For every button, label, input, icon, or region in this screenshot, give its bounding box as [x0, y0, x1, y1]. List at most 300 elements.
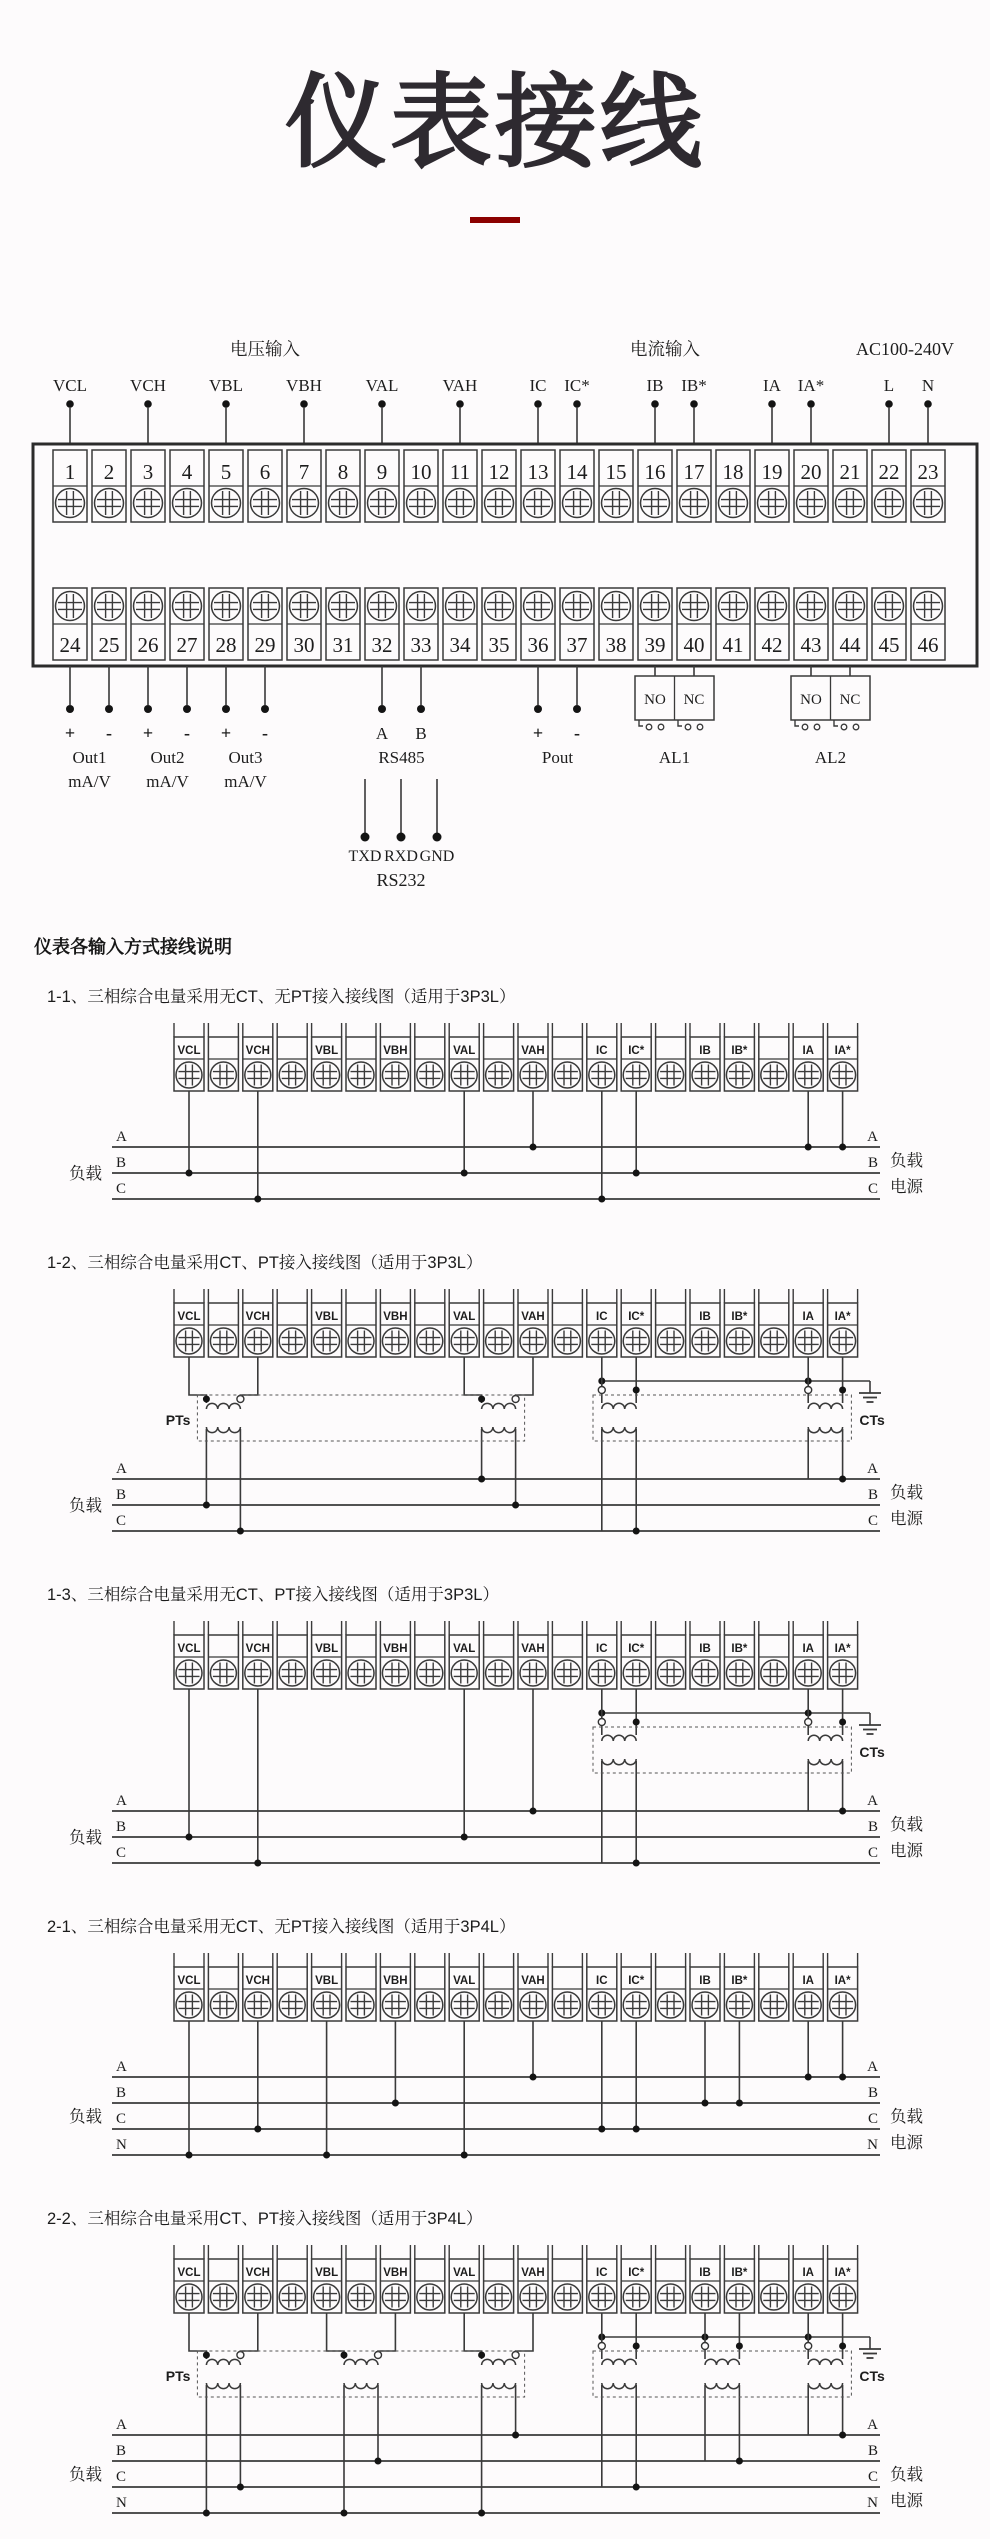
screw-terminal-icon: [692, 1660, 718, 1686]
terminal-panel-figure: [0, 239, 990, 899]
terminal-cell: [380, 1621, 410, 1689]
bus-label: C: [116, 2111, 127, 2128]
voltage-group-label: 电压输入: [230, 339, 300, 360]
signal-label: L: [883, 376, 895, 396]
coil-icon: [602, 2383, 636, 2389]
screw-terminal-icon: [836, 489, 865, 518]
terminal-cell: [599, 588, 633, 660]
screw-terminal-icon: [279, 1992, 305, 2018]
terminal-number: 8: [337, 460, 349, 485]
current-group-label: 电流输入: [630, 339, 700, 360]
screw-terminal-icon: [446, 592, 475, 621]
terminal-cell: [346, 2245, 376, 2313]
terminal-number: 12: [488, 460, 510, 485]
junction-dot: [254, 1196, 261, 1203]
terminal-label: IA: [802, 1643, 814, 1656]
terminal-number: 15: [605, 460, 627, 485]
diagram-title: 1-2、三相综合电量采用CT、PT接入接线图（适用于3P3L）: [47, 1254, 483, 1273]
terminal-cell: [621, 1023, 651, 1091]
terminal-cell: [449, 1023, 479, 1091]
open-terminal-dot: [805, 2343, 812, 2350]
polarity-minus-label: -: [106, 723, 112, 744]
terminal-number: 26: [137, 633, 159, 658]
signal-label: VCH: [130, 376, 166, 396]
terminal-label: VAL: [453, 2267, 476, 2280]
cts-label: CTs: [859, 2368, 885, 2385]
output-name: Out1: [72, 748, 107, 768]
bus-label: C: [867, 1845, 878, 1862]
junction-dot: [839, 2432, 846, 2439]
terminal-number: 13: [527, 460, 549, 485]
open-terminal-dot: [237, 1396, 244, 1403]
screw-terminal-icon: [726, 1328, 752, 1354]
rs485-pin-label: B: [415, 724, 427, 744]
alarm-name: AL2: [814, 748, 847, 768]
terminal-cell: [346, 1621, 376, 1689]
screw-terminal-icon: [348, 1062, 374, 1088]
screw-terminal-icon: [451, 1660, 477, 1686]
screw-terminal-icon: [486, 1062, 512, 1088]
terminal-label: IC*: [628, 1045, 645, 1058]
terminal-cell: [794, 588, 828, 660]
junction-dot: [341, 2352, 348, 2359]
screw-terminal-icon: [795, 2284, 821, 2310]
terminal-number: 25: [98, 633, 120, 658]
alarm-no-label: NO: [644, 692, 666, 709]
junction-dot: [203, 1396, 210, 1403]
screw-terminal-icon: [417, 1660, 443, 1686]
terminal-cell: [552, 1289, 582, 1357]
screw-terminal-icon: [692, 1062, 718, 1088]
signal-dot: [300, 400, 308, 408]
screw-terminal-icon: [417, 1328, 443, 1354]
terminal-cell: [833, 588, 867, 660]
bus-label: B: [116, 1819, 127, 1836]
cts-label: CTs: [859, 1412, 885, 1429]
terminal-cell: [621, 1621, 651, 1689]
terminal-cell: [656, 2245, 686, 2313]
terminal-cell: [484, 2245, 514, 2313]
terminal-cell: [560, 588, 594, 660]
pt-primary-lead: [464, 1357, 481, 1403]
terminal-number: 20: [800, 460, 822, 485]
terminal-number: 19: [761, 460, 783, 485]
polarity-minus-label: -: [184, 723, 190, 744]
pout-name: Pout: [541, 748, 574, 768]
junction-dot: [633, 2484, 640, 2491]
screw-terminal-icon: [451, 1062, 477, 1088]
terminal-cell: [552, 2245, 582, 2313]
screw-terminal-icon: [761, 1062, 787, 1088]
coil-icon: [705, 2383, 739, 2389]
terminal-label: VBL: [315, 1643, 339, 1656]
terminal-number: 31: [332, 633, 354, 658]
coil-icon: [602, 2359, 636, 2365]
terminal-cell: [518, 2245, 548, 2313]
terminal-number: 46: [917, 633, 939, 658]
screw-terminal-icon: [836, 592, 865, 621]
terminal-label: VCH: [245, 2267, 270, 2280]
screw-terminal-icon: [56, 489, 85, 518]
alarm-nc-label: NC: [839, 692, 861, 709]
terminal-cell: [484, 1621, 514, 1689]
diagram-title: 2-2、三相综合电量采用CT、PT接入接线图（适用于3P4L）: [47, 2210, 483, 2229]
screw-terminal-icon: [382, 1328, 408, 1354]
terminal-cell: [380, 1023, 410, 1091]
terminal-cell: [521, 588, 555, 660]
diagram-figure-2-1: [0, 1947, 990, 2181]
bus-label: N: [116, 2495, 127, 2512]
terminal-cell: [587, 1953, 617, 2021]
terminal-label: IB: [699, 1975, 711, 1988]
screw-terminal-icon: [176, 1992, 202, 2018]
terminal-cell: [380, 1953, 410, 2021]
terminal-cell: [724, 1289, 754, 1357]
terminal-cell: [208, 1953, 238, 2021]
terminal-cell: [346, 1289, 376, 1357]
terminal-label: IA*: [834, 1975, 851, 1988]
bus-label: C: [867, 2469, 878, 2486]
diagram-title: 2-1、三相综合电量采用无CT、无PT接入接线图（适用于3P4L）: [47, 1918, 516, 1937]
open-terminal-dot: [805, 1719, 812, 1726]
screw-terminal-icon: [446, 489, 475, 518]
terminal-cell: [828, 1953, 858, 2021]
signal-dot: [456, 400, 464, 408]
junction-dot: [237, 1528, 244, 1535]
screw-terminal-icon: [830, 2284, 856, 2310]
terminal-cell: [518, 1953, 548, 2021]
open-terminal-dot: [512, 1396, 519, 1403]
diagram-figure-2-2: [0, 2239, 990, 2539]
ct-box: [593, 1395, 851, 1441]
coil-icon: [206, 2383, 240, 2389]
terminal-cell: [484, 1953, 514, 2021]
screw-terminal-icon: [758, 592, 787, 621]
screw-terminal-icon: [173, 592, 202, 621]
terminal-cell: [449, 1621, 479, 1689]
terminal-cell: [716, 450, 750, 522]
bus-label: N: [867, 2495, 878, 2512]
terminal-cell: [484, 1023, 514, 1091]
load-label: 负载: [69, 2108, 102, 2127]
screw-terminal-icon: [563, 592, 592, 621]
terminal-label: VAL: [453, 1045, 476, 1058]
terminal-label: VBH: [383, 2267, 408, 2280]
terminal-cell: [243, 1953, 273, 2021]
terminal-number: 36: [527, 633, 549, 658]
screw-terminal-icon: [554, 2284, 580, 2310]
terminal-label: IB*: [731, 1311, 748, 1324]
screw-terminal-icon: [279, 1328, 305, 1354]
screw-terminal-icon: [761, 2284, 787, 2310]
junction-dot: [323, 2152, 330, 2159]
screw-terminal-icon: [554, 1328, 580, 1354]
junction-dot: [633, 1860, 640, 1867]
screw-terminal-icon: [589, 1660, 615, 1686]
junction-dot: [839, 1476, 846, 1483]
screw-terminal-icon: [719, 489, 748, 518]
terminal-label: IA: [802, 1311, 814, 1324]
junction-dot: [598, 2126, 605, 2133]
bus-label: A: [116, 1793, 127, 1810]
terminal-number: 34: [449, 633, 471, 658]
screw-terminal-icon: [329, 592, 358, 621]
terminal-label: VAH: [521, 1045, 545, 1058]
source-label: 负载: [890, 1484, 923, 1503]
output-dot: [183, 705, 191, 713]
screw-terminal-icon: [524, 592, 553, 621]
terminal-cell: [443, 588, 477, 660]
terminal-label: VAH: [521, 2267, 545, 2280]
terminal-number: 27: [176, 633, 198, 658]
terminal-label: VAH: [521, 1643, 545, 1656]
output-unit: mA/V: [68, 772, 111, 792]
bus-label: A: [867, 2059, 878, 2076]
output-name: Out2: [150, 748, 185, 768]
pts-label: PTs: [165, 1412, 191, 1429]
bus-label: A: [867, 2417, 878, 2434]
open-terminal-dot: [237, 2352, 244, 2359]
screw-terminal-icon: [589, 1062, 615, 1088]
page-header: [0, 0, 990, 223]
output-name: Out3: [228, 748, 263, 768]
screw-terminal-icon: [602, 592, 631, 621]
terminal-label: VCH: [245, 1975, 270, 1988]
screw-terminal-icon: [212, 592, 241, 621]
signal-dot: [378, 400, 386, 408]
pout-dot: [573, 705, 581, 713]
junction-dot: [633, 1719, 640, 1726]
terminal-cell: [404, 450, 438, 522]
terminal-cell: [404, 588, 438, 660]
title-underline-dash: [470, 217, 520, 223]
screw-terminal-icon: [382, 1062, 408, 1088]
terminal-cell: [759, 1953, 789, 2021]
terminal-label: VBH: [383, 1643, 408, 1656]
terminal-label: VCL: [177, 1975, 201, 1988]
terminal-cell: [828, 2245, 858, 2313]
terminal-cell: [638, 588, 672, 660]
terminal-cell: [690, 1289, 720, 1357]
coil-icon: [482, 2383, 516, 2389]
terminal-number: 14: [566, 460, 588, 485]
screw-terminal-icon: [486, 1992, 512, 2018]
terminal-cell: [92, 450, 126, 522]
screw-terminal-icon: [210, 1328, 236, 1354]
screw-terminal-icon: [382, 2284, 408, 2310]
bus-label: C: [116, 1181, 127, 1198]
screw-terminal-icon: [290, 592, 319, 621]
terminal-cell: [587, 2245, 617, 2313]
terminal-label: IC*: [628, 1311, 645, 1324]
signal-label: IA: [763, 376, 781, 396]
polarity-plus-label: +: [142, 723, 154, 744]
terminal-label: IC*: [628, 1643, 645, 1656]
terminal-label: IA*: [834, 1045, 851, 1058]
terminal-label: VBL: [315, 1975, 339, 1988]
screw-terminal-icon: [245, 1660, 271, 1686]
screw-terminal-icon: [830, 1062, 856, 1088]
screw-terminal-icon: [417, 1062, 443, 1088]
junction-dot: [478, 2510, 485, 2517]
screw-terminal-icon: [623, 1328, 649, 1354]
load-label: 负载: [69, 1165, 102, 1184]
terminal-label: IB*: [731, 1975, 748, 1988]
alarm-nc-label: NC: [683, 692, 705, 709]
open-terminal-dot: [375, 2352, 382, 2359]
terminal-cell: [724, 2245, 754, 2313]
coil-icon: [206, 1427, 240, 1433]
pt-primary-lead: [464, 2313, 481, 2359]
source-label: 电源: [890, 2492, 923, 2511]
terminal-cell: [346, 1023, 376, 1091]
signal-dot: [924, 400, 932, 408]
ct-box: [593, 2351, 851, 2397]
screw-terminal-icon: [417, 1992, 443, 2018]
screw-terminal-icon: [692, 1328, 718, 1354]
screw-terminal-icon: [279, 1660, 305, 1686]
junction-dot: [633, 1528, 640, 1535]
screw-terminal-icon: [348, 1992, 374, 2018]
signal-dot: [885, 400, 893, 408]
alarm-contact-icon: [639, 720, 664, 730]
bus-label: A: [116, 2059, 127, 2076]
terminal-cell: [690, 1023, 720, 1091]
terminal-label: IA: [802, 1975, 814, 1988]
output-dot: [144, 705, 152, 713]
terminal-number: 42: [761, 633, 783, 658]
screw-terminal-icon: [795, 1992, 821, 2018]
terminal-label: VCH: [245, 1045, 270, 1058]
signal-label: IA*: [797, 376, 825, 396]
source-label: 电源: [890, 1178, 923, 1197]
bus-label: C: [867, 1181, 878, 1198]
screw-terminal-icon: [210, 2284, 236, 2310]
terminal-cell: [174, 1289, 204, 1357]
bus-label: B: [867, 1819, 878, 1836]
terminal-cell: [793, 1953, 823, 2021]
main-wiring-figure: [0, 239, 990, 899]
terminal-cell: [518, 1621, 548, 1689]
terminal-cell: [828, 1621, 858, 1689]
screw-terminal-icon: [520, 1062, 546, 1088]
rs232-name: RS232: [376, 870, 426, 891]
terminal-cell: [587, 1621, 617, 1689]
screw-terminal-icon: [314, 1062, 340, 1088]
screw-terminal-icon: [314, 1992, 340, 2018]
terminal-number: 23: [917, 460, 939, 485]
terminal-cell: [208, 1621, 238, 1689]
terminal-cell: [277, 2245, 307, 2313]
screw-terminal-icon: [761, 1660, 787, 1686]
terminal-cell: [794, 450, 828, 522]
alarm-contact-icon: [795, 720, 820, 730]
screw-terminal-icon: [245, 1062, 271, 1088]
terminal-cell: [759, 2245, 789, 2313]
screw-terminal-icon: [245, 1992, 271, 2018]
screw-terminal-icon: [658, 1328, 684, 1354]
signal-dot: [768, 400, 776, 408]
screw-terminal-icon: [830, 1328, 856, 1354]
pt-box: [197, 2351, 524, 2397]
terminal-cell: [724, 1621, 754, 1689]
screw-terminal-icon: [795, 1328, 821, 1354]
output-dot: [105, 705, 113, 713]
junction-dot: [839, 2343, 846, 2350]
terminal-number: 2: [103, 460, 115, 485]
screw-terminal-icon: [134, 592, 163, 621]
rs232-pin-label: RXD: [384, 848, 418, 866]
screw-terminal-icon: [245, 2284, 271, 2310]
bus-label: A: [867, 1793, 878, 1810]
terminal-number: 37: [566, 633, 588, 658]
junction-dot: [203, 2510, 210, 2517]
alarm-contact-icon: [678, 720, 703, 730]
screw-terminal-icon: [520, 1328, 546, 1354]
terminal-cell: [209, 588, 243, 660]
terminal-cell: [287, 588, 321, 660]
screw-terminal-icon: [692, 2284, 718, 2310]
terminal-cell: [677, 450, 711, 522]
diagram-block-1-3: [0, 1581, 990, 1889]
terminal-cell: [131, 588, 165, 660]
signal-label: VAL: [365, 376, 399, 396]
bus-label: B: [867, 1155, 878, 1172]
terminal-cell: [312, 1289, 342, 1357]
terminal-label: IA*: [834, 1643, 851, 1656]
terminal-label: VBL: [315, 1311, 339, 1324]
terminal-label: VCL: [177, 1311, 201, 1324]
screw-terminal-icon: [245, 1328, 271, 1354]
junction-dot: [633, 1387, 640, 1394]
terminal-label: VBH: [383, 1975, 408, 1988]
open-terminal-dot: [512, 2352, 519, 2359]
junction-dot: [633, 2126, 640, 2133]
terminal-label: IB*: [731, 1643, 748, 1656]
screw-terminal-icon: [485, 489, 514, 518]
terminal-number: 4: [181, 460, 193, 485]
screw-terminal-icon: [797, 489, 826, 518]
terminal-cell: [209, 450, 243, 522]
screw-terminal-icon: [692, 1992, 718, 2018]
terminal-cell: [621, 1289, 651, 1357]
terminal-cell: [656, 1023, 686, 1091]
pts-label: PTs: [165, 2368, 191, 2385]
terminal-cell: [724, 1953, 754, 2021]
terminal-label: IC*: [628, 1975, 645, 1988]
terminal-number: 35: [488, 633, 510, 658]
terminal-cell: [277, 1953, 307, 2021]
terminal-label: IB: [699, 1045, 711, 1058]
terminal-number: 10: [410, 460, 432, 485]
terminal-cell: [380, 1289, 410, 1357]
source-label: 电源: [890, 1842, 923, 1861]
screw-terminal-icon: [761, 1328, 787, 1354]
screw-terminal-icon: [830, 1660, 856, 1686]
screw-terminal-icon: [348, 2284, 374, 2310]
terminal-label: VAL: [453, 1643, 476, 1656]
terminal-cell: [131, 450, 165, 522]
terminal-number: 5: [220, 460, 232, 485]
screw-terminal-icon: [314, 1660, 340, 1686]
terminal-cell: [518, 1289, 548, 1357]
signal-label: N: [921, 376, 935, 396]
terminal-number: 16: [644, 460, 666, 485]
screw-terminal-icon: [173, 489, 202, 518]
output-unit: mA/V: [224, 772, 267, 792]
terminal-label: IC*: [628, 2267, 645, 2280]
terminal-cell: [277, 1023, 307, 1091]
